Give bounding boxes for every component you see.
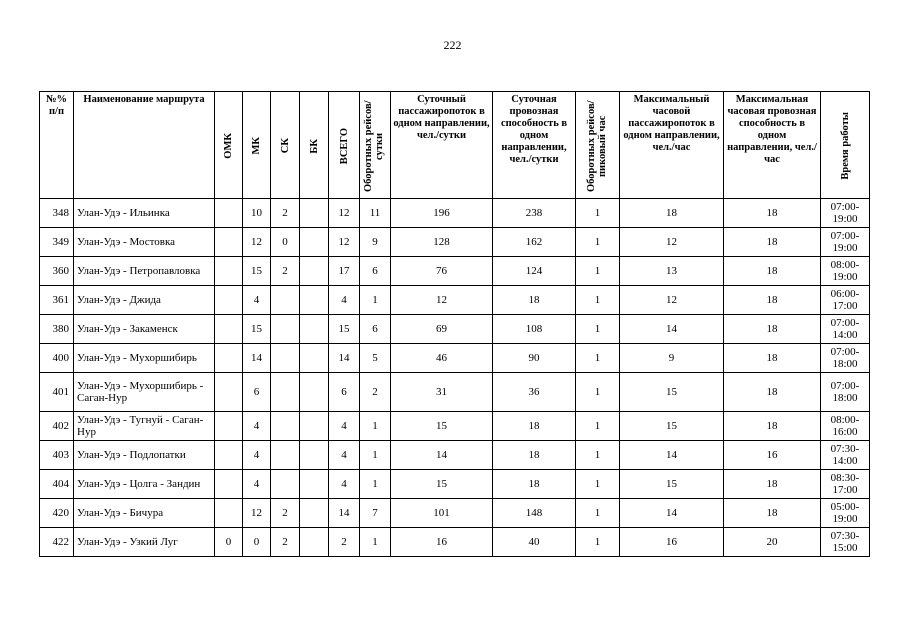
cell-daily-flow: 31: [391, 373, 493, 412]
cell-daily-flow: 12: [391, 286, 493, 315]
cell-route-name: Улан-Удэ - Тугнуй - Саган-Нур: [74, 412, 215, 441]
cell-hours: [821, 199, 870, 228]
cell-mk: 4: [243, 441, 271, 470]
cell-total: 4: [329, 286, 360, 315]
table-row: [40, 441, 870, 470]
table-row: [40, 470, 870, 499]
table-row: [40, 228, 870, 257]
cell-bk: [300, 470, 329, 499]
cell-peak-trips: 1: [576, 470, 620, 499]
cell-daily-capacity: 18: [493, 441, 576, 470]
cell-daily-flow: 15: [391, 470, 493, 499]
hours-end: 15:00: [832, 542, 858, 554]
header-daily-capacity: Суточная провозная способность в одном направлении, чел./сутки: [493, 92, 576, 199]
cell-omk: [215, 470, 243, 499]
cell-route-name: Улан-Удэ - Ильинка: [74, 199, 215, 228]
header-hourly-capacity: Максимальная часовая провозная способность в одном направлении, чел./час: [724, 92, 821, 199]
cell-sk: [271, 470, 300, 499]
header-hourly-flow: Максимальный часовой пассажиропоток в одном направлении, чел./час: [620, 92, 724, 199]
cell-hourly-capacity: 18: [724, 373, 821, 412]
cell-daily-capacity: 18: [493, 412, 576, 441]
cell-peak-trips: 1: [576, 286, 620, 315]
cell-sk: [271, 344, 300, 373]
cell-daily-flow: 14: [391, 441, 493, 470]
table-row: [40, 257, 870, 286]
table-row: [40, 373, 870, 412]
cell-peak-trips: 1: [576, 228, 620, 257]
cell-no: 380: [40, 315, 74, 344]
page-number: 222: [443, 38, 462, 52]
cell-hourly-capacity: 18: [724, 257, 821, 286]
cell-hours: [821, 344, 870, 373]
cell-mk: 4: [243, 470, 271, 499]
cell-peak-trips: 1: [576, 499, 620, 528]
cell-sk: [271, 373, 300, 412]
cell-mk: 10: [243, 199, 271, 228]
cell-trips: 1: [360, 470, 391, 499]
cell-total: 4: [329, 470, 360, 499]
cell-hours: [821, 412, 870, 441]
cell-mk: 14: [243, 344, 271, 373]
cell-hourly-flow: 14: [620, 441, 724, 470]
cell-daily-flow: 46: [391, 344, 493, 373]
cell-sk: 2: [271, 499, 300, 528]
cell-peak-trips: 1: [576, 199, 620, 228]
cell-total: 2: [329, 528, 360, 557]
cell-total: 4: [329, 412, 360, 441]
cell-bk: [300, 286, 329, 315]
cell-bk: [300, 528, 329, 557]
cell-daily-capacity: 40: [493, 528, 576, 557]
cell-hourly-capacity: 18: [724, 199, 821, 228]
cell-sk: 0: [271, 228, 300, 257]
cell-no: 360: [40, 257, 74, 286]
cell-trips: 11: [360, 199, 391, 228]
cell-daily-capacity: 108: [493, 315, 576, 344]
cell-hourly-flow: 15: [620, 470, 724, 499]
cell-omk: [215, 499, 243, 528]
cell-omk: [215, 286, 243, 315]
cell-mk: 12: [243, 228, 271, 257]
cell-omk: [215, 257, 243, 286]
cell-hourly-capacity: 18: [724, 470, 821, 499]
cell-daily-flow: 69: [391, 315, 493, 344]
header-omk: ОМК: [215, 92, 243, 199]
cell-hourly-capacity: 20: [724, 528, 821, 557]
cell-hours: [821, 373, 870, 412]
cell-mk: 15: [243, 257, 271, 286]
header-mk: МК: [243, 92, 271, 199]
cell-no: 422: [40, 528, 74, 557]
cell-daily-capacity: 124: [493, 257, 576, 286]
cell-total: 15: [329, 315, 360, 344]
cell-sk: [271, 286, 300, 315]
hours-start: 07:00-: [830, 230, 860, 242]
header-sk: СК: [271, 92, 300, 199]
cell-no: 349: [40, 228, 74, 257]
hours-start: 08:30-: [830, 472, 860, 484]
cell-peak-trips: 1: [576, 257, 620, 286]
cell-trips: 6: [360, 257, 391, 286]
table-row: [40, 286, 870, 315]
cell-daily-flow: 128: [391, 228, 493, 257]
table-row: [40, 528, 870, 557]
hours-start: 08:00-: [830, 414, 860, 426]
cell-hourly-flow: 13: [620, 257, 724, 286]
cell-hourly-capacity: 16: [724, 441, 821, 470]
hours-end: 14:00: [832, 455, 858, 467]
cell-bk: [300, 257, 329, 286]
cell-daily-capacity: 18: [493, 286, 576, 315]
header-no: №% п/п: [40, 92, 74, 199]
cell-route-name: Улан-Удэ - Закаменск: [74, 315, 215, 344]
cell-mk: 4: [243, 412, 271, 441]
cell-route-name: Улан-Удэ - Мостовка: [74, 228, 215, 257]
cell-peak-trips: 1: [576, 528, 620, 557]
cell-daily-flow: 196: [391, 199, 493, 228]
hours-start: 07:30-: [830, 530, 860, 542]
cell-no: 361: [40, 286, 74, 315]
cell-no: 348: [40, 199, 74, 228]
cell-sk: [271, 315, 300, 344]
cell-hourly-capacity: 18: [724, 412, 821, 441]
hours-start: 07:00-: [830, 317, 860, 329]
cell-hourly-capacity: 18: [724, 344, 821, 373]
hours-start: 08:00-: [830, 259, 860, 271]
header-bk: БК: [300, 92, 329, 199]
hours-end: 19:00: [832, 513, 858, 525]
cell-hours: [821, 228, 870, 257]
cell-bk: [300, 441, 329, 470]
cell-trips: 1: [360, 528, 391, 557]
cell-bk: [300, 373, 329, 412]
cell-daily-capacity: 162: [493, 228, 576, 257]
cell-peak-trips: 1: [576, 344, 620, 373]
cell-hourly-flow: 12: [620, 228, 724, 257]
cell-mk: 12: [243, 499, 271, 528]
cell-no: 402: [40, 412, 74, 441]
cell-omk: 0: [215, 528, 243, 557]
header-peak-trips: Оборотных рейсов/ пиковый час: [576, 92, 620, 199]
cell-bk: [300, 412, 329, 441]
cell-hours: [821, 315, 870, 344]
hours-end: 17:00: [832, 300, 858, 312]
cell-trips: 9: [360, 228, 391, 257]
header-hours: Время работы: [821, 92, 870, 199]
header-route: Наименование маршрута: [74, 92, 215, 199]
cell-daily-capacity: 90: [493, 344, 576, 373]
table-row: [40, 412, 870, 441]
table-row: [40, 344, 870, 373]
cell-hours: [821, 528, 870, 557]
cell-sk: [271, 441, 300, 470]
cell-omk: [215, 228, 243, 257]
hours-end: 18:00: [832, 392, 858, 404]
cell-total: 17: [329, 257, 360, 286]
cell-total: 14: [329, 344, 360, 373]
cell-route-name: Улан-Удэ - Бичура: [74, 499, 215, 528]
cell-daily-capacity: 18: [493, 470, 576, 499]
hours-end: 17:00: [832, 484, 858, 496]
cell-hourly-flow: 16: [620, 528, 724, 557]
cell-hourly-capacity: 18: [724, 286, 821, 315]
cell-hourly-flow: 15: [620, 412, 724, 441]
hours-start: 06:00-: [830, 288, 860, 300]
hours-start: 07:00-: [830, 380, 860, 392]
cell-mk: 15: [243, 315, 271, 344]
hours-end: 14:00: [832, 329, 858, 341]
cell-sk: 2: [271, 199, 300, 228]
cell-no: 401: [40, 373, 74, 412]
cell-peak-trips: 1: [576, 315, 620, 344]
cell-bk: [300, 228, 329, 257]
cell-total: 6: [329, 373, 360, 412]
cell-hours: [821, 257, 870, 286]
cell-no: 420: [40, 499, 74, 528]
table-row: [40, 315, 870, 344]
table-row: [40, 199, 870, 228]
cell-trips: 7: [360, 499, 391, 528]
cell-route-name: Улан-Удэ - Мухоршибирь: [74, 344, 215, 373]
cell-sk: [271, 412, 300, 441]
cell-total: 14: [329, 499, 360, 528]
cell-trips: 6: [360, 315, 391, 344]
cell-daily-capacity: 238: [493, 199, 576, 228]
hours-start: 07:00-: [830, 201, 860, 213]
table-body: [40, 199, 870, 557]
cell-mk: 4: [243, 286, 271, 315]
cell-hours: [821, 499, 870, 528]
hours-end: 16:00: [832, 426, 858, 438]
cell-omk: [215, 373, 243, 412]
cell-route-name: Улан-Удэ - Узкий Луг: [74, 528, 215, 557]
cell-omk: [215, 315, 243, 344]
cell-omk: [215, 441, 243, 470]
cell-hours: [821, 286, 870, 315]
hours-end: 19:00: [832, 242, 858, 254]
cell-trips: 1: [360, 286, 391, 315]
cell-hourly-flow: 14: [620, 499, 724, 528]
cell-no: 400: [40, 344, 74, 373]
routes-table: [39, 91, 870, 557]
cell-route-name: Улан-Удэ - Мухоршибирь - Саган-Нур: [74, 373, 215, 412]
cell-daily-flow: 76: [391, 257, 493, 286]
cell-daily-flow: 15: [391, 412, 493, 441]
cell-omk: [215, 344, 243, 373]
hours-start: 07:00-: [830, 346, 860, 358]
cell-no: 404: [40, 470, 74, 499]
cell-trips: 1: [360, 412, 391, 441]
cell-total: 12: [329, 199, 360, 228]
hours-end: 18:00: [832, 358, 858, 370]
cell-daily-flow: 16: [391, 528, 493, 557]
hours-start: 05:00-: [830, 501, 860, 513]
cell-sk: 2: [271, 257, 300, 286]
cell-mk: 6: [243, 373, 271, 412]
hours-start: 07:30-: [830, 443, 860, 455]
cell-trips: 2: [360, 373, 391, 412]
cell-no: 403: [40, 441, 74, 470]
cell-hours: [821, 441, 870, 470]
cell-daily-capacity: 36: [493, 373, 576, 412]
cell-hourly-capacity: 18: [724, 499, 821, 528]
cell-hourly-flow: 15: [620, 373, 724, 412]
cell-bk: [300, 199, 329, 228]
cell-peak-trips: 1: [576, 412, 620, 441]
cell-mk: 0: [243, 528, 271, 557]
table-header-row: [40, 92, 870, 199]
cell-total: 12: [329, 228, 360, 257]
cell-route-name: Улан-Удэ - Джида: [74, 286, 215, 315]
cell-daily-capacity: 148: [493, 499, 576, 528]
cell-hourly-flow: 12: [620, 286, 724, 315]
cell-hourly-capacity: 18: [724, 228, 821, 257]
cell-peak-trips: 1: [576, 441, 620, 470]
cell-bk: [300, 499, 329, 528]
cell-hourly-flow: 18: [620, 199, 724, 228]
cell-hourly-capacity: 18: [724, 315, 821, 344]
cell-omk: [215, 412, 243, 441]
header-trips: Оборотных рейсов/сутки: [360, 92, 391, 199]
cell-hourly-flow: 9: [620, 344, 724, 373]
hours-end: 19:00: [832, 213, 858, 225]
cell-trips: 1: [360, 441, 391, 470]
cell-omk: [215, 199, 243, 228]
hours-end: 19:00: [832, 271, 858, 283]
header-daily-flow: Суточный пассажиропоток в одном направлении, чел./сутки: [391, 92, 493, 199]
cell-hours: [821, 470, 870, 499]
cell-bk: [300, 344, 329, 373]
header-total: ВСЕГО: [329, 92, 360, 199]
cell-route-name: Улан-Удэ - Цолга - Зандин: [74, 470, 215, 499]
table-row: [40, 499, 870, 528]
cell-peak-trips: 1: [576, 373, 620, 412]
cell-route-name: Улан-Удэ - Подлопатки: [74, 441, 215, 470]
cell-hourly-flow: 14: [620, 315, 724, 344]
cell-trips: 5: [360, 344, 391, 373]
cell-total: 4: [329, 441, 360, 470]
cell-sk: 2: [271, 528, 300, 557]
cell-route-name: Улан-Удэ - Петропавловка: [74, 257, 215, 286]
cell-bk: [300, 315, 329, 344]
cell-daily-flow: 101: [391, 499, 493, 528]
